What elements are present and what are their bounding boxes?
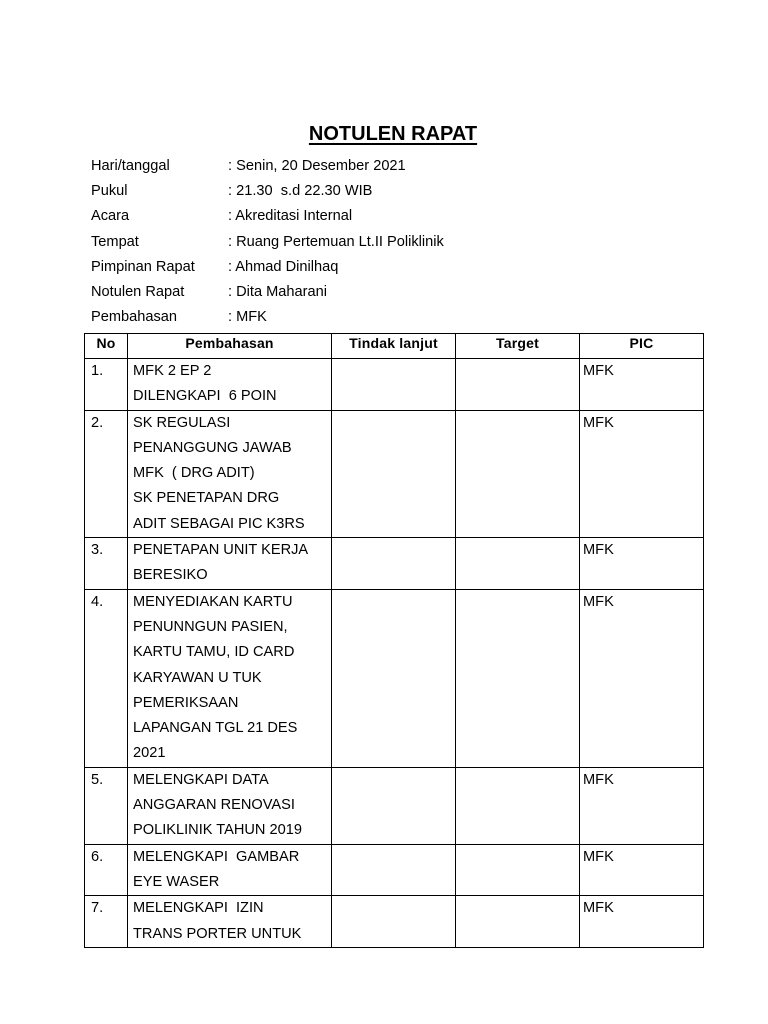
- meta-value: : Ruang Pertemuan Lt.II Poliklinik: [228, 233, 444, 250]
- meta-row: [91, 257, 444, 282]
- row-target: [456, 767, 580, 844]
- header-pembahasan: Pembahasan: [128, 334, 332, 359]
- pembahasan-line: KARYAWAN U TUK: [133, 669, 262, 686]
- pembahasan-line: BERESIKO: [133, 567, 208, 584]
- pembahasan-line: PEMERIKSAAN: [133, 694, 239, 711]
- pembahasan-line: MENYEDIAKAN KARTU: [133, 593, 293, 610]
- row-number: 1.: [85, 359, 128, 411]
- row-number: 6.: [85, 844, 128, 896]
- table-row: [85, 359, 704, 411]
- row-tindak-lanjut: [332, 538, 456, 590]
- row-pembahasan: [128, 844, 332, 896]
- table-row: [85, 896, 704, 948]
- row-tindak-lanjut: [332, 844, 456, 896]
- meta-value: : Senin, 20 Desember 2021: [228, 158, 406, 174]
- row-pic: MFK: [580, 538, 704, 590]
- row-pembahasan: [128, 410, 332, 537]
- pembahasan-line: LAPANGAN TGL 21 DES: [133, 720, 298, 737]
- pembahasan-line: KARTU TAMU, ID CARD: [133, 644, 295, 661]
- row-pic: MFK: [580, 410, 704, 537]
- row-target: [456, 359, 580, 411]
- meta-row: [91, 232, 444, 257]
- pembahasan-line: MELENGKAPI GAMBAR: [133, 848, 300, 865]
- meta-label: Notulen Rapat: [91, 283, 185, 300]
- table-row: [85, 538, 704, 590]
- row-number: 2.: [85, 410, 128, 537]
- row-pic: MFK: [580, 844, 704, 896]
- minutes-table: [84, 333, 704, 948]
- row-number: 3.: [85, 538, 128, 590]
- header-tindak-lanjut: Tindak lanjut: [332, 334, 456, 359]
- pembahasan-line: POLIKLINIK TAHUN 2019: [133, 822, 302, 839]
- table-header-row: [85, 334, 704, 359]
- pembahasan-line: TRANS PORTER UNTUK: [133, 925, 302, 942]
- pembahasan-line: PENUNNGUN PASIEN,: [133, 618, 288, 635]
- row-target: [456, 589, 580, 767]
- row-tindak-lanjut: [332, 410, 456, 537]
- meta-row: [91, 307, 444, 332]
- pembahasan-line: MELENGKAPI IZIN: [133, 900, 264, 917]
- row-number: 5.: [85, 767, 128, 844]
- pembahasan-line: ANGGARAN RENOVASI: [133, 797, 295, 814]
- row-number: 4.: [85, 589, 128, 767]
- row-target: [456, 538, 580, 590]
- meta-label: Pimpinan Rapat: [91, 258, 195, 275]
- row-pembahasan: [128, 538, 332, 590]
- page-title: NOTULEN RAPAT: [308, 123, 478, 145]
- table-row: [85, 589, 704, 767]
- pembahasan-line: DILENGKAPI 6 POIN: [133, 388, 277, 405]
- row-pic: MFK: [580, 896, 704, 948]
- meta-value: : Dita Maharani: [228, 283, 327, 300]
- meta-row: [91, 282, 444, 307]
- meta-row: [91, 181, 444, 206]
- table-row: [85, 767, 704, 844]
- pembahasan-line: 2021: [133, 745, 166, 762]
- row-tindak-lanjut: [332, 359, 456, 411]
- row-pembahasan: [128, 589, 332, 767]
- pembahasan-line: MELENGKAPI DATA: [133, 771, 269, 788]
- table-row: [85, 844, 704, 896]
- meta-label: Acara: [91, 208, 130, 225]
- meta-label: Hari/tanggal: [91, 158, 170, 174]
- pembahasan-line: MFK 2 EP 2: [133, 363, 212, 379]
- table-row: [85, 410, 704, 537]
- pembahasan-line: MFK ( DRG ADIT): [133, 465, 255, 482]
- row-tindak-lanjut: [332, 767, 456, 844]
- row-target: [456, 896, 580, 948]
- pembahasan-line: SK REGULASI: [133, 414, 231, 431]
- header-pic: PIC: [580, 334, 704, 359]
- pembahasan-line: SK PENETAPAN DRG: [133, 490, 280, 507]
- meta-label: Pukul: [91, 183, 128, 200]
- row-tindak-lanjut: [332, 896, 456, 948]
- row-pembahasan: [128, 359, 332, 411]
- meta-value: : Ahmad Dinilhaq: [228, 258, 339, 275]
- meta-row: [91, 206, 444, 231]
- meta-label: Tempat: [91, 233, 139, 250]
- row-tindak-lanjut: [332, 589, 456, 767]
- meta-value: : MFK: [228, 309, 267, 326]
- row-pembahasan: [128, 896, 332, 948]
- pembahasan-line: ADIT SEBAGAI PIC K3RS: [133, 515, 305, 532]
- row-target: [456, 410, 580, 537]
- pembahasan-line: PENETAPAN UNIT KERJA: [133, 542, 309, 559]
- pembahasan-line: PENANGGUNG JAWAB: [133, 439, 292, 456]
- pembahasan-line: EYE WASER: [133, 873, 220, 890]
- meta-row: [91, 156, 444, 181]
- row-pic: MFK: [580, 359, 704, 411]
- meeting-info: [91, 156, 444, 332]
- meta-label: Pembahasan: [91, 309, 178, 326]
- meta-value: : 21.30 s.d 22.30 WIB: [228, 183, 373, 200]
- header-target: Target: [456, 334, 580, 359]
- row-pic: MFK: [580, 767, 704, 844]
- row-number: 7.: [85, 896, 128, 948]
- row-pembahasan: [128, 767, 332, 844]
- header-no: No: [85, 334, 128, 359]
- row-pic: MFK: [580, 589, 704, 767]
- meta-value: : Akreditasi Internal: [228, 208, 353, 225]
- row-target: [456, 844, 580, 896]
